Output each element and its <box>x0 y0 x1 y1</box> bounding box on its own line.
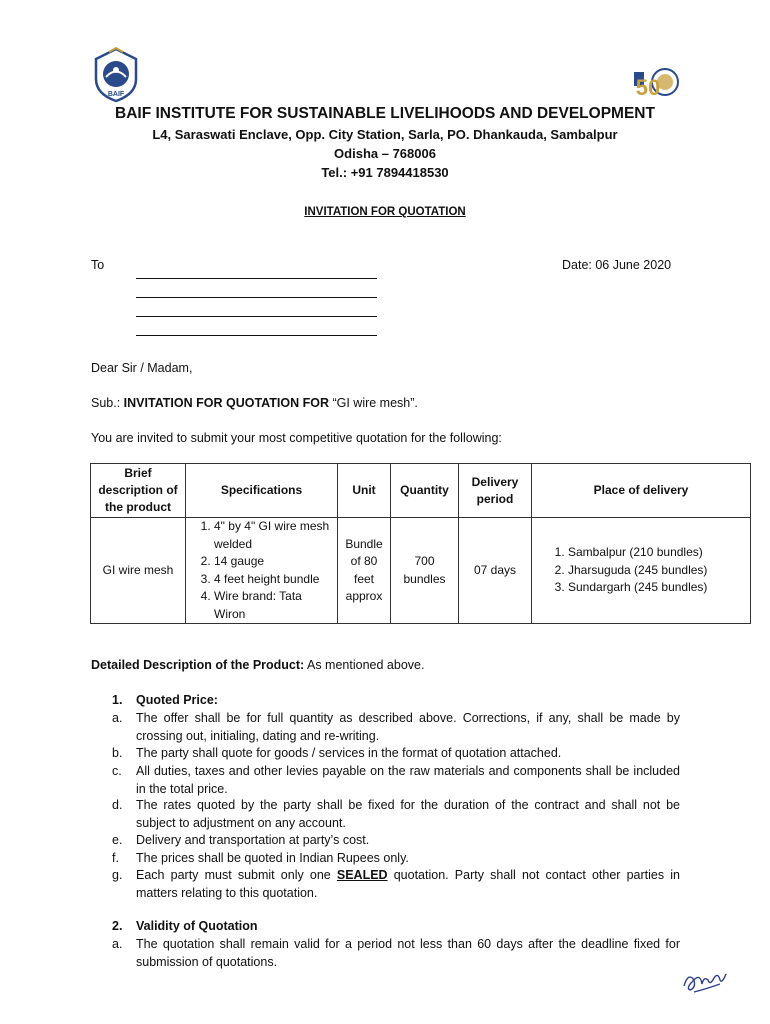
address-blank-line <box>136 335 377 336</box>
cell-product: GI wire mesh <box>91 518 186 624</box>
header-product: Brief description of the product <box>91 464 186 518</box>
logo-text: BAIF <box>107 91 125 98</box>
subject-line <box>91 396 418 410</box>
item-text <box>136 867 680 902</box>
address-blank-line <box>136 278 377 279</box>
table-header-row <box>91 464 751 518</box>
cell-specifications <box>186 518 338 624</box>
phone-number: Tel.: +91 7894418530 <box>321 165 449 180</box>
item-letter: e. <box>112 833 123 847</box>
header-delivery-period: Delivery period <box>459 464 532 518</box>
address-line-2: Odisha – 768006 <box>334 146 436 161</box>
detailed-description <box>91 658 424 672</box>
section-title: Validity of Quotation <box>136 919 258 933</box>
subject-prefix: Sub.: <box>91 396 124 410</box>
list-item <box>112 710 680 745</box>
anniversary-text: 50 <box>635 75 661 100</box>
greeting: Dear Sir / Madam, <box>91 361 193 375</box>
address-blank-line <box>136 316 377 317</box>
place-item: 2. Jharsuguda (245 bundles) <box>568 562 746 580</box>
signature-icon <box>680 962 730 996</box>
spec-item: 3. 4 feet height bundle <box>214 571 333 589</box>
header-unit: Unit <box>338 464 391 518</box>
item-letter: a. <box>112 937 123 951</box>
invitation-text: You are invited to submit your most competitive quotation for the following: <box>91 431 502 445</box>
address-line-1: L4, Saraswati Enclave, Opp. City Station, Sarla, PO. Dhankauda, Sambalpur <box>152 127 618 142</box>
spec-item: 4. Wire brand: Tata Wiron <box>214 588 333 623</box>
cell-places <box>532 518 751 624</box>
item-text: The quotation shall remain valid for a period not less than 60 days after the deadline fixed for submission of quotations. <box>136 937 680 969</box>
item-letter: f. <box>112 851 119 865</box>
to-label: To <box>91 258 105 272</box>
item-text: The rates quoted by the party shall be fixed for the duration of the contract and shall not be subject to adjustment on any account. <box>136 798 680 830</box>
sealed-emphasis: SEALED <box>336 868 388 882</box>
section-number: 1. <box>112 693 123 707</box>
anniversary-50-icon <box>630 64 680 100</box>
item-letter: d. <box>112 798 123 812</box>
letter-date: Date: 06 June 2020 <box>562 258 672 272</box>
spec-item: 2. 14 gauge <box>214 553 333 571</box>
item-text: The party shall quote for goods / services in the format of quotation attached. <box>136 746 562 760</box>
detail-label: Detailed Description of the Product: <box>91 658 305 672</box>
place-item: 1. Sambalpur (210 bundles) <box>568 544 746 562</box>
header-specifications: Specifications <box>186 464 338 518</box>
item-text: All duties, taxes and other levies payable on the raw materials and components shall be included in the total price. <box>136 764 680 796</box>
header-place-of-delivery: Place of delivery <box>532 464 751 518</box>
detail-text: As mentioned above. <box>304 658 425 672</box>
list-item <box>112 797 680 832</box>
list-item <box>112 832 680 850</box>
address-blank-line <box>136 297 377 298</box>
subject-bold: INVITATION FOR QUOTATION FOR <box>123 396 329 410</box>
item-text-before: Each party must submit only one <box>136 868 337 882</box>
cell-quantity: 700 bundles <box>391 518 459 624</box>
items-table <box>90 463 751 624</box>
org-name: BAIF INSTITUTE FOR SUSTAINABLE LIVELIHOODS AND DEVELOPMENT <box>115 105 655 122</box>
section-title: Quoted Price: <box>136 693 218 707</box>
item-letter: c. <box>112 764 122 778</box>
baif-logo-icon <box>87 46 145 104</box>
list-item <box>112 850 680 868</box>
section-number: 2. <box>112 919 123 933</box>
spec-item: 1. 4" by 4" GI wire mesh welded <box>214 518 333 553</box>
item-text-after: quotation. Party shall not contact other parties in matters relating to this quotation. <box>136 868 680 900</box>
cell-unit: Bundle of 80 feet approx <box>338 518 391 624</box>
item-letter: g. <box>112 868 123 882</box>
cell-delivery-period: 07 days <box>459 518 532 624</box>
header-quantity: Quantity <box>391 464 459 518</box>
item-text: Delivery and transportation at party’s cost. <box>136 833 370 847</box>
list-item <box>112 936 680 971</box>
item-letter: b. <box>112 746 123 760</box>
item-text: The prices shall be quoted in Indian Rupees only. <box>136 851 409 865</box>
subject-rest: “GI wire mesh”. <box>328 396 418 410</box>
table-row <box>91 518 751 624</box>
list-item <box>112 867 680 902</box>
list-item <box>112 745 680 763</box>
place-item: 3. Sundargarh (245 bundles) <box>568 579 746 597</box>
item-letter: a. <box>112 711 123 725</box>
document-title: INVITATION FOR QUOTATION <box>304 206 466 218</box>
item-text: The offer shall be for full quantity as described above. Corrections, if any, shall be made by crossing out, initialing, dating and re-writing. <box>136 711 680 743</box>
list-item <box>112 763 680 798</box>
